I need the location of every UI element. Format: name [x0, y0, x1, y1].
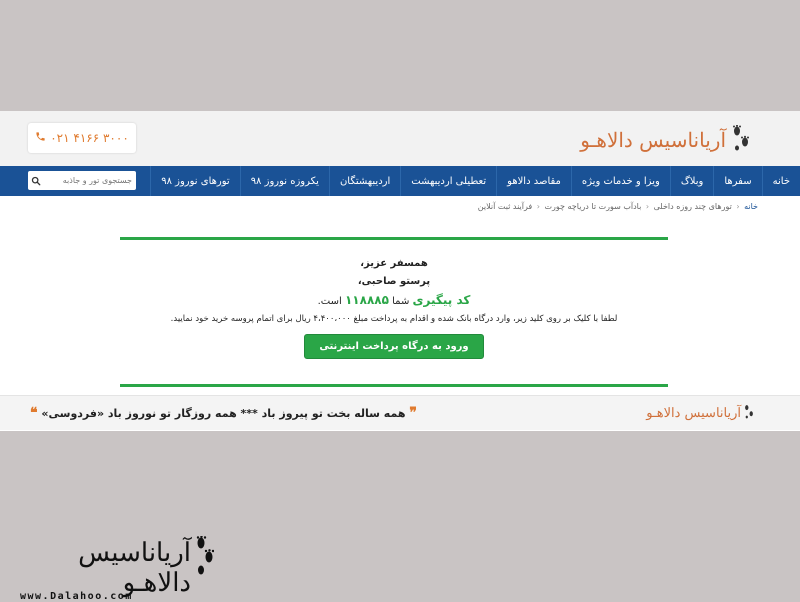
- nav-item-blog[interactable]: وبلاگ: [670, 166, 714, 196]
- footprints-icon: [744, 404, 754, 423]
- footprints-icon: [196, 536, 214, 583]
- search-svg: [31, 176, 41, 186]
- tracking-code-suffix: است.: [317, 296, 342, 307]
- footer-quote: [30, 405, 417, 421]
- quote-text: همه ساله بخت تو پیروز باد *** همه روزگار تو نوروز باد «فردوسی»: [41, 407, 406, 420]
- breadcrumb-home[interactable]: خانه: [744, 202, 758, 211]
- phone-box[interactable]: [28, 123, 136, 153]
- tracking-code-prefix: شما: [392, 296, 410, 307]
- footprints-svg: [744, 404, 754, 419]
- breadcrumb-current: فرآیند ثبت آنلاین: [477, 202, 533, 211]
- phone-svg: [35, 131, 46, 142]
- greeting-text: همسفر عزیز،: [360, 258, 428, 269]
- page: [0, 111, 800, 431]
- search-icon[interactable]: [28, 171, 44, 190]
- nav-item-trips[interactable]: سفرها: [713, 166, 761, 196]
- nav-item-ordibehesht-holiday[interactable]: تعطیلی اردیبهشت: [400, 166, 496, 196]
- breadcrumb-tour[interactable]: بادآب سورت تا دریاچه چورت: [544, 202, 642, 211]
- site-header: [0, 111, 800, 166]
- payment-gateway-button[interactable]: ورود به درگاه پرداخت اینترنتی: [304, 334, 483, 359]
- customer-name: پرستو صاحبی،: [357, 276, 431, 287]
- footprints-svg: [732, 125, 750, 151]
- breadcrumb-domestic-tours[interactable]: تورهای چند روزه داخلی: [653, 202, 732, 211]
- phone-number: ۰۲۱ ۴۱۶۶ ۳۰۰۰: [50, 131, 129, 145]
- search-box: [28, 171, 136, 190]
- footer-bar: [0, 395, 800, 430]
- site-logo[interactable]: [580, 123, 750, 157]
- payment-message-box: [120, 237, 668, 387]
- footprints-svg: [196, 536, 214, 576]
- tracking-code-line: [120, 293, 668, 307]
- breadcrumb: [478, 202, 758, 211]
- payment-instruction: لطفا با کلیک بر روی کلید زیر، وارد درگاه بانک شده و اقدام به پرداخت مبلغ ۴،۴۰۰،۰۰۰ ریال برای اتمام پروسه خرید خود نمایید.: [170, 314, 618, 324]
- nav-item-home[interactable]: خانه: [762, 166, 800, 196]
- tracking-code-label: کد پیگیری: [412, 293, 471, 307]
- nav-item-visa[interactable]: ویزا و خدمات ویژه: [571, 166, 670, 196]
- nav-item-nowruz-tours[interactable]: تورهای نوروز ۹۸: [150, 166, 239, 196]
- breadcrumb-separator: ‹: [536, 202, 540, 211]
- watermark-logo-text: آریاناسیس دالاهـو: [78, 538, 191, 598]
- logo-text: آریاناسیس دالاهـو: [580, 128, 726, 152]
- quote-open-icon: ❞: [409, 405, 417, 421]
- footprints-icon: [732, 125, 750, 156]
- watermark-url: www.Dalahoo.com: [20, 591, 133, 602]
- nav-item-ordibeheshtgan[interactable]: اردیبهشتگان: [329, 166, 400, 196]
- breadcrumb-separator: ‹: [736, 202, 740, 211]
- footer-logo[interactable]: [646, 404, 754, 423]
- search-input[interactable]: [44, 176, 136, 185]
- tracking-code: ۱۱۸۸۸۵: [344, 293, 389, 307]
- footer-logo-text: آریاناسیس دالاهـو: [646, 406, 741, 421]
- nav-item-oneday-nowruz[interactable]: یکروزه نوروز ۹۸: [240, 166, 329, 196]
- watermark: [16, 530, 216, 600]
- quote-close-icon: ❝: [30, 405, 38, 421]
- phone-icon: [35, 131, 46, 146]
- nav-item-destinations[interactable]: مقاصد دالاهو: [496, 166, 571, 196]
- breadcrumb-separator: ‹: [645, 202, 650, 211]
